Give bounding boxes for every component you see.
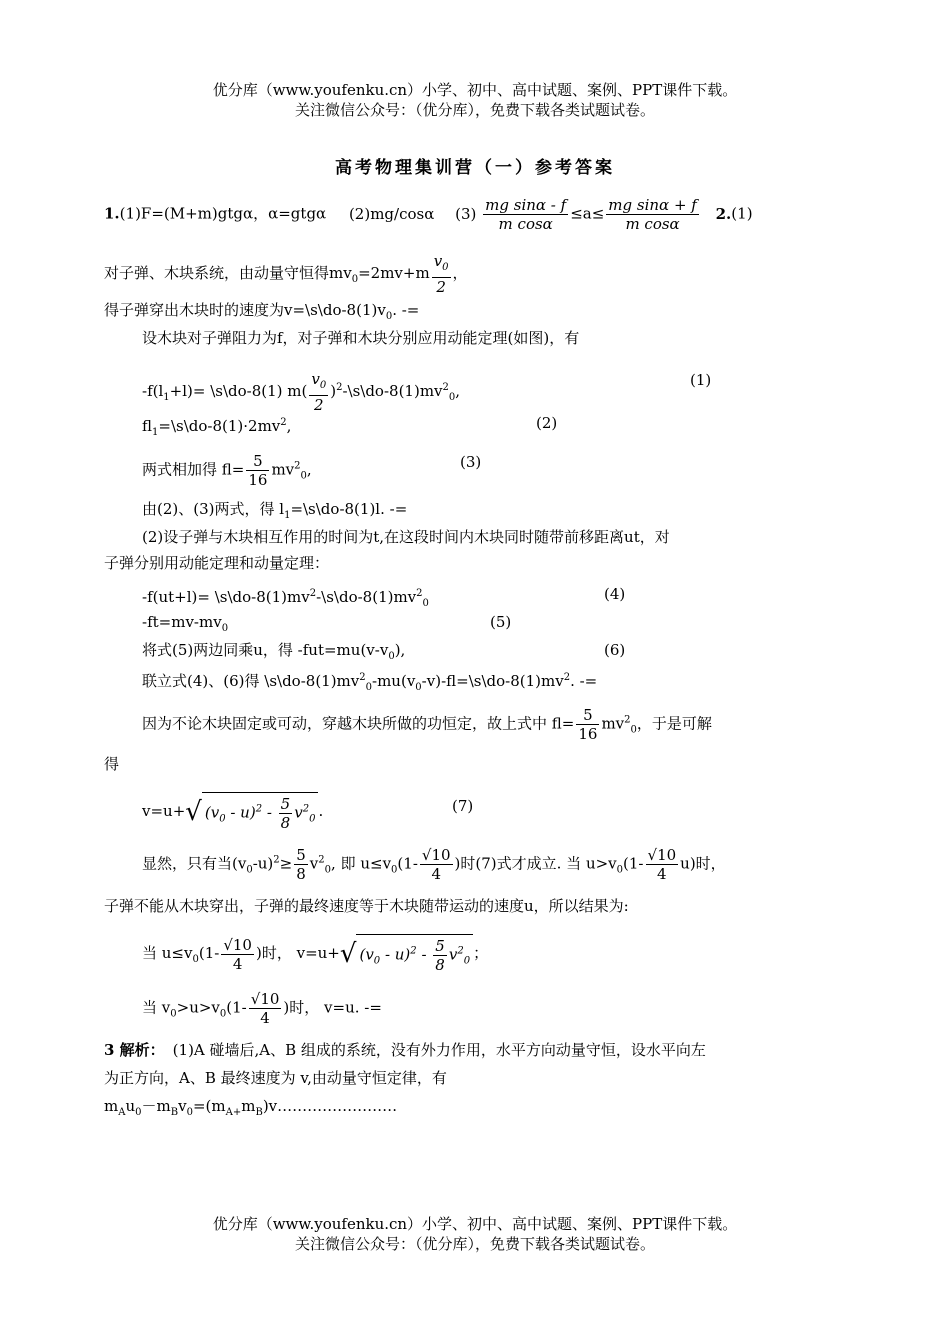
q3-line-2: 为正方向，A、B 最终速度为 v,由动量守恒定律，有: [104, 1069, 447, 1087]
q1-fraction-1: $\frac{\text{mg sinα - f}}{\text{m cosα}}$: [485, 196, 567, 233]
equation-number: (5): [490, 613, 512, 631]
q1-part2: (2)mg/cosα: [348, 204, 435, 223]
footer-line-2: 关注微信公众号：（优分库），免费下载各类试题试卷。: [294, 1235, 655, 1253]
q1-part3: (3): [455, 204, 477, 223]
q1-inequality: ≤a≤: [570, 204, 605, 223]
page-title: 高考物理集训营（一）参考答案: [335, 158, 615, 178]
equation-6: 将式(5)两边同乘u，得 $-fut=mu(v-v_0)$,: [142, 641, 406, 662]
q3-line-1: 3 解析： (1)A 碰墙后,A、B 组成的系统，没有外力作用，水平方向动量守恒，设水平向左: [104, 1041, 706, 1059]
text-line: 子弹分别用动能定理和动量定理：: [104, 554, 330, 572]
result-case-2: 当 $v_0>u>v_0(1-$ $\frac{√10}{4}$ )时， v=u. -=: [142, 990, 382, 1027]
q3-line-3: $m_Au_0-m_Bv_0=(m_{A+}m_B)v\dots\dots\dots\dots\dots\dots\dots\dots$: [104, 1097, 398, 1118]
text-line: 得子弹穿出木块时的速度为$v=\backslash s\backslash do-8(1)v_0$. -=: [104, 301, 420, 322]
q1-number: 1.: [104, 204, 120, 223]
header-line-1: 优分库（www.youfenku.cn）小学、初中、高中试题、案例、PPT课件下载。: [212, 81, 738, 99]
text-line: 子弹不能从木块穿出，子弹的最终速度等于木块随带运动的速度u，所以结果为:: [104, 897, 629, 915]
text-line: 设木块对子弹阻力为f，对子弹和木块分别应用动能定理(如图)，有: [142, 329, 580, 347]
equation-number: (6): [604, 641, 626, 659]
text-line: 由(2)、(3)两式，得 $l_1=\backslash s\backslash do-8(1)l$. -=: [142, 500, 408, 521]
equation-number: (7): [452, 797, 474, 815]
q2-part1: (1): [731, 204, 753, 223]
q1-part1: (1)F=(M+m)gtgα，α=gtgα: [119, 204, 327, 223]
equation-7: v=u+√ $(v_0 - u)^2$ - $\frac{5}{8}$ $v^2_0$ .: [142, 792, 323, 832]
q1-fraction-2: $\frac{\text{mg sinα + f}}{\text{m cosα}}$: [608, 196, 697, 233]
equation-combined: 联立式(4)、(6)得 $\backslash s\backslash do-8(1)mv^2_0-mu(v_0-v)-fl=\backslash s\backslash do-8(1)mv^2$. -=: [142, 672, 598, 693]
text-line: 对子弹、木块系统，由动量守恒得$mv_0=2mv+m$ $\frac{v_0}{2}$ ，: [104, 252, 468, 296]
equation-1: $-f(l_1+l)=$ \s\do-8(1) m( $\frac{v_0}{2}$ )$^2-\backslash s\backslash do-8(1)mv^2_0$,: [142, 370, 461, 414]
q1-line: [104, 196, 753, 233]
equation-5: $-ft=mv-mv_0$: [142, 613, 229, 634]
equation-number: (1): [690, 371, 712, 389]
text-line: (2)设子弹与木块相互作用的时间为t,在这段时间内木块同时随带前移距离ut，对: [142, 528, 670, 546]
equation-number: (2): [536, 414, 558, 432]
footer-line-1: 优分库（www.youfenku.cn）小学、初中、高中试题、案例、PPT课件下载。: [212, 1215, 738, 1233]
result-case-1: 当 $u\le v_0(1-$ $\frac{√10}{4}$ )时， v=u+√ $(v_0 - u)^2$ - $\frac{5}{8}$ $v^2_0$ ；: [142, 935, 489, 974]
q2-number: 2.: [715, 204, 732, 223]
q3-label: 3 解析：: [104, 1041, 165, 1059]
text-line: 因为不论木块固定或可动，穿越木块所做的功恒定，故上式中 fl= $\frac{5}{16}$ $mv^2_0$，于是可解: [142, 706, 712, 743]
equation-4: $-f(ut+l)= \backslash s\backslash do-8(1)mv^2-\backslash s\backslash do-8(1)mv^2_0$: [142, 588, 429, 609]
equation-number: (4): [604, 585, 626, 603]
equation-number: (3): [460, 453, 482, 471]
equation-3: 两式相加得 fl= $\frac{5}{16}$ $mv^2_0$,: [142, 452, 312, 489]
text-line: 显然，只有当$(v_0-u)^2\ge$ $\frac{5}{8}$ $v^2_0$, 即 $u\le v_0(1-$ $\frac{√10}{4}$ )时(7)式才成立. 当 $u>v_0(1-$ $\frac{√10}{4}$ u)时，: [142, 846, 726, 883]
equation-2: $fl_1=\backslash s\backslash do-8(1)\cdot 2mv^2$,: [142, 417, 292, 438]
header-line-2: 关注微信公众号：（优分库），免费下载各类试题试卷。: [294, 101, 655, 119]
text-line: 得: [104, 755, 120, 773]
